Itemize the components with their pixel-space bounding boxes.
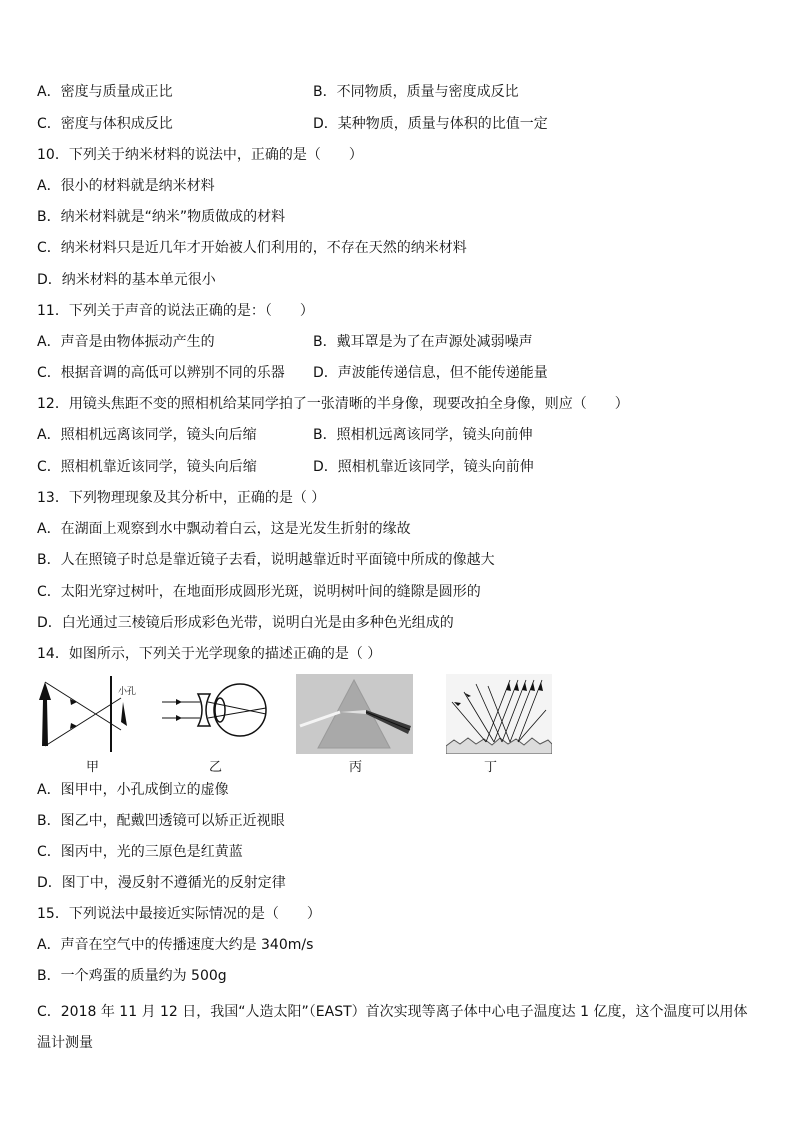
- q10-option-b: B．纳米材料就是“纳米”物质做成的材料: [37, 209, 286, 225]
- q12-option-c: C．照相机靠近该同学，镜头向后缩: [37, 459, 257, 475]
- q13-option-a: A．在湖面上观察到水中飘动着白云，这是光发生折射的缘故: [37, 521, 411, 537]
- q10-option-a: A．很小的材料就是纳米材料: [37, 178, 215, 194]
- q12-option-b: B．照相机远离该同学，镜头向前伸: [313, 427, 533, 443]
- q15-option-a: A．声音在空气中的传播速度大约是 340m/s: [37, 937, 314, 953]
- q9-option-c: C．密度与体积成反比: [37, 116, 173, 132]
- q15-option-b: B．一个鸡蛋的质量约为 500g: [37, 968, 227, 984]
- q14-option-a: A．图甲中，小孔成倒立的虚像: [37, 782, 229, 798]
- q13-option-d: D．白光通过三棱镜后形成彩色光带，说明白光是由多种色光组成的: [37, 615, 454, 631]
- q12-option-a: A．照相机远离该同学，镜头向后缩: [37, 427, 257, 443]
- q14-option-b: B．图乙中，配戴凹透镜可以矫正近视眼: [37, 813, 285, 829]
- q13-option-c: C．太阳光穿过树叶，在地面形成圆形光斑，说明树叶间的缝隙是圆形的: [37, 584, 481, 600]
- figure-ding-diffuse-reflection: [446, 674, 552, 754]
- figure-yi-caption: 乙: [209, 760, 223, 775]
- q15-stem: 15．下列说法中最接近实际情况的是（ ）: [37, 906, 321, 922]
- q11-option-c: C．根据音调的高低可以辨别不同的乐器: [37, 365, 285, 381]
- q11-option-b: B．戴耳罩是为了在声源处减弱噪声: [313, 334, 533, 350]
- q14-option-d: D．图丁中，漫反射不遵循光的反射定律: [37, 875, 286, 891]
- figure-bing-caption: 丙: [349, 760, 363, 775]
- q11-option-a: A．声音是由物体振动产生的: [37, 334, 215, 350]
- q11-option-d: D．声波能传递信息，但不能传递能量: [313, 365, 548, 381]
- q11-stem: 11．下列关于声音的说法正确的是：（ ）: [37, 303, 314, 319]
- pinhole-label: 小孔: [118, 687, 137, 697]
- figure-ding-caption: 丁: [484, 760, 498, 775]
- q9-option-d: D．某种物质，质量与体积的比值一定: [313, 116, 548, 132]
- figure-bing-prism: [296, 674, 413, 754]
- q15-option-c: C．2018 年 11 月 12 日，我国“人造太阳”（EAST）首次实现等离子体中心电子温度达 1 亿度，这个温度可以用体温计测量: [37, 1004, 748, 1051]
- q10-stem: 10．下列关于纳米材料的说法中，正确的是（ ）: [37, 147, 363, 163]
- figure-jia-caption: 甲: [86, 760, 100, 775]
- q10-option-d: D．纳米材料的基本单元很小: [37, 272, 216, 288]
- q14-stem: 14．如图所示，下列关于光学现象的描述正确的是（ ）: [37, 646, 382, 662]
- q9-option-b: B．不同物质，质量与密度成反比: [313, 84, 519, 100]
- q13-option-b: B．人在照镜子时总是靠近镜子去看，说明越靠近时平面镜中所成的像越大: [37, 552, 495, 568]
- q14-option-c: C．图丙中，光的三原色是红黄蓝: [37, 844, 243, 860]
- q9-option-a: A．密度与质量成正比: [37, 84, 173, 100]
- figure-jia-pinhole: [37, 674, 155, 754]
- q13-stem: 13．下列物理现象及其分析中，正确的是（ ）: [37, 490, 326, 506]
- figure-yi-eye-lens: [160, 674, 272, 754]
- q12-stem: 12．用镜头焦距不变的照相机给某同学拍了一张清晰的半身像，现要改拍全身像，则应（ ）: [37, 396, 629, 412]
- q12-option-d: D．照相机靠近该同学，镜头向前伸: [313, 459, 534, 475]
- q10-option-c: C．纳米材料只是近几年才开始被人们利用的，不存在天然的纳米材料: [37, 240, 467, 256]
